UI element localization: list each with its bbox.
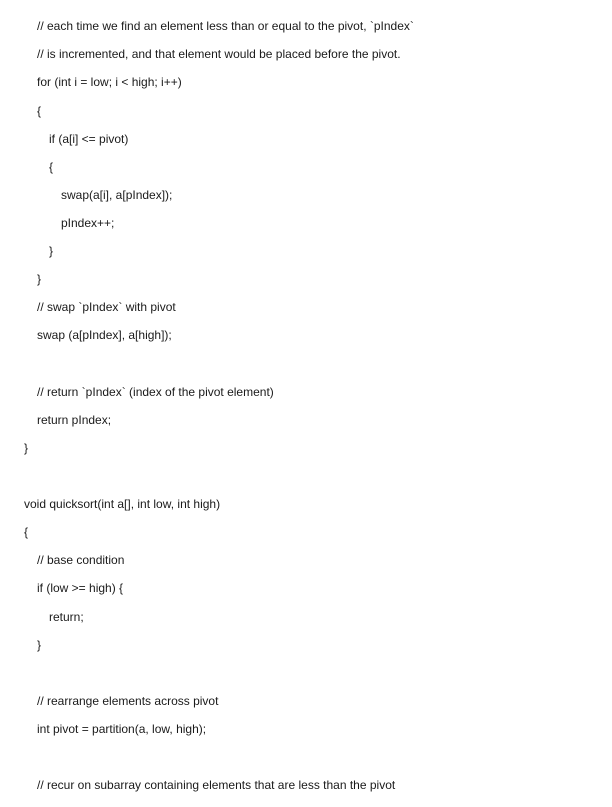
code-line: } bbox=[24, 441, 29, 455]
code-line: // rearrange elements across pivot bbox=[37, 694, 219, 708]
code-line: { bbox=[37, 104, 42, 118]
code-line: } bbox=[49, 244, 54, 258]
code-line: // base condition bbox=[37, 553, 125, 567]
code-line: // swap `pIndex` with pivot bbox=[37, 300, 176, 314]
code-line: // is incremented, and that element would be placed before the pivot. bbox=[37, 47, 401, 61]
code-line: pIndex++; bbox=[61, 216, 115, 230]
code-line: } bbox=[37, 272, 42, 286]
code-line: return pIndex; bbox=[37, 413, 112, 427]
code-line: int pivot = partition(a, low, high); bbox=[37, 722, 207, 736]
code-line: for (int i = low; i < high; i++) bbox=[37, 75, 182, 89]
code-line: // return `pIndex` (index of the pivot element) bbox=[37, 385, 274, 399]
code-line: swap(a[i], a[pIndex]); bbox=[61, 188, 173, 202]
code-line: if (low >= high) { bbox=[37, 581, 124, 595]
code-line: } bbox=[37, 638, 42, 652]
code-line: { bbox=[24, 525, 29, 539]
code-line: return; bbox=[49, 610, 84, 624]
code-line: swap (a[pIndex], a[high]); bbox=[37, 328, 172, 342]
code-line: { bbox=[49, 160, 54, 174]
code-line: // recur on subarray containing elements that are less than the pivot bbox=[37, 778, 396, 792]
code-line: // each time we find an element less than or equal to the pivot, `pIndex` bbox=[37, 19, 414, 33]
code-line: void quicksort(int a[], int low, int high) bbox=[24, 497, 221, 511]
code-line: if (a[i] <= pivot) bbox=[49, 132, 129, 146]
